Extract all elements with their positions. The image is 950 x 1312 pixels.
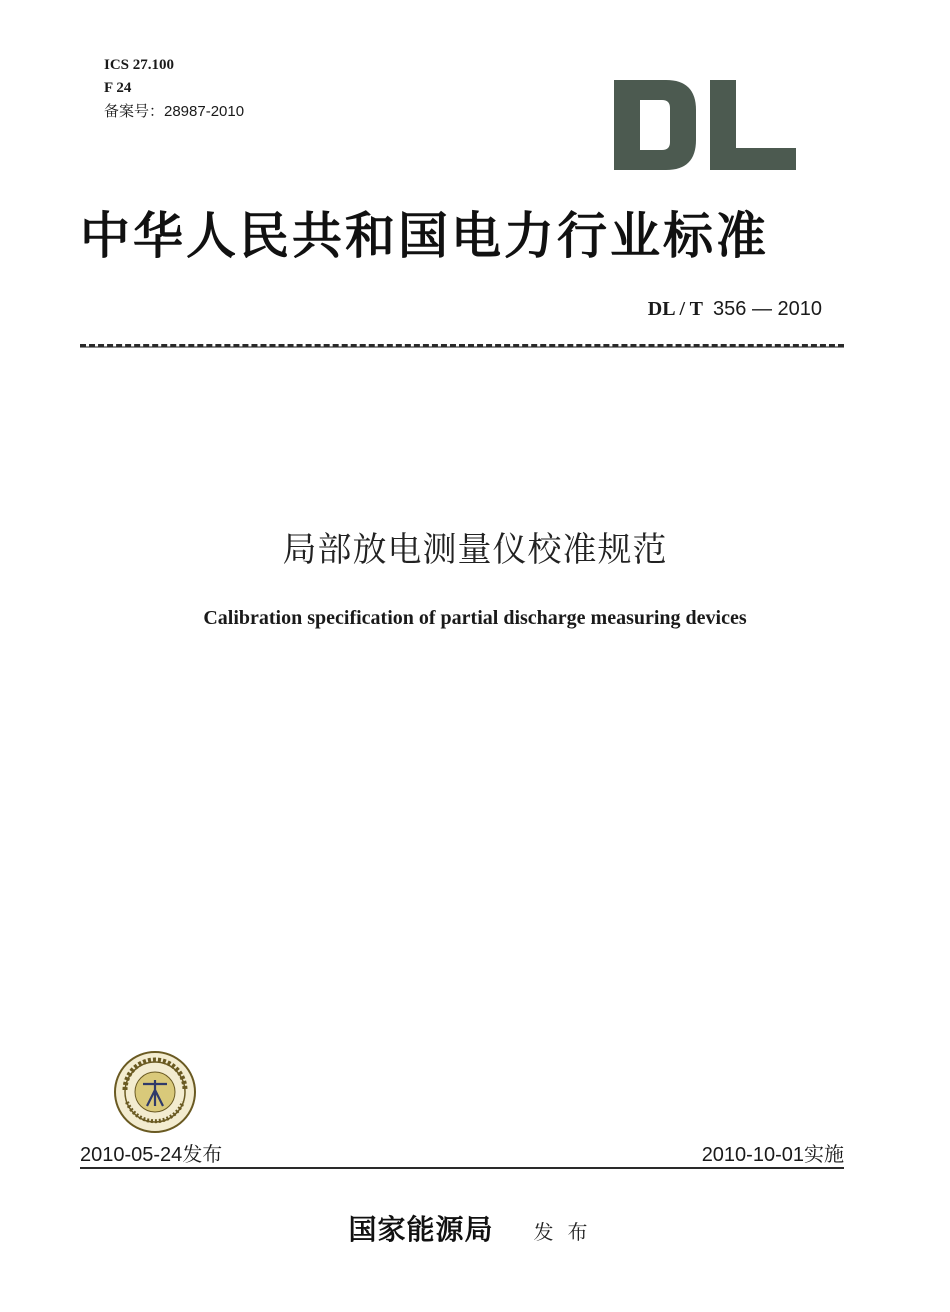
issue-date-suffix: 发布 xyxy=(182,1142,223,1166)
implementation-date-value: 2010-10-01 xyxy=(701,1144,804,1166)
dl-logo xyxy=(614,80,796,170)
standard-number xyxy=(648,298,822,321)
issue-date xyxy=(80,1138,222,1167)
document-title-cn: 局部放电测量仪校准规范 xyxy=(282,530,668,570)
implementation-date-suffix: 实施 xyxy=(804,1142,844,1166)
publisher-line xyxy=(0,1208,950,1248)
classification-info xyxy=(104,54,244,123)
ics-code: ICS 27.100 xyxy=(104,57,175,73)
filing-number: 备案号：28987-2010 xyxy=(104,103,245,120)
issue-date-value: 2010-05-24 xyxy=(80,1144,183,1166)
standard-code: 356 — 2010 xyxy=(713,298,822,320)
logo-letter-d xyxy=(614,80,696,170)
standard-prefix: DL / T xyxy=(647,298,704,320)
publisher-verb: 发布 xyxy=(533,1220,602,1244)
standard-category-title: 中华人民共和国电力行业标准 xyxy=(80,207,769,265)
footer-divider xyxy=(80,1167,844,1169)
logo-letter-l xyxy=(710,80,796,170)
implementation-date xyxy=(702,1138,844,1167)
ccs-code: F 24 xyxy=(104,80,132,96)
header-divider-shadow xyxy=(80,346,844,348)
document-title-en: Calibration specification of partial discharge measuring devices xyxy=(203,607,747,629)
publisher-seal-icon xyxy=(113,1050,197,1134)
publisher-org: 国家能源局 xyxy=(348,1213,494,1246)
